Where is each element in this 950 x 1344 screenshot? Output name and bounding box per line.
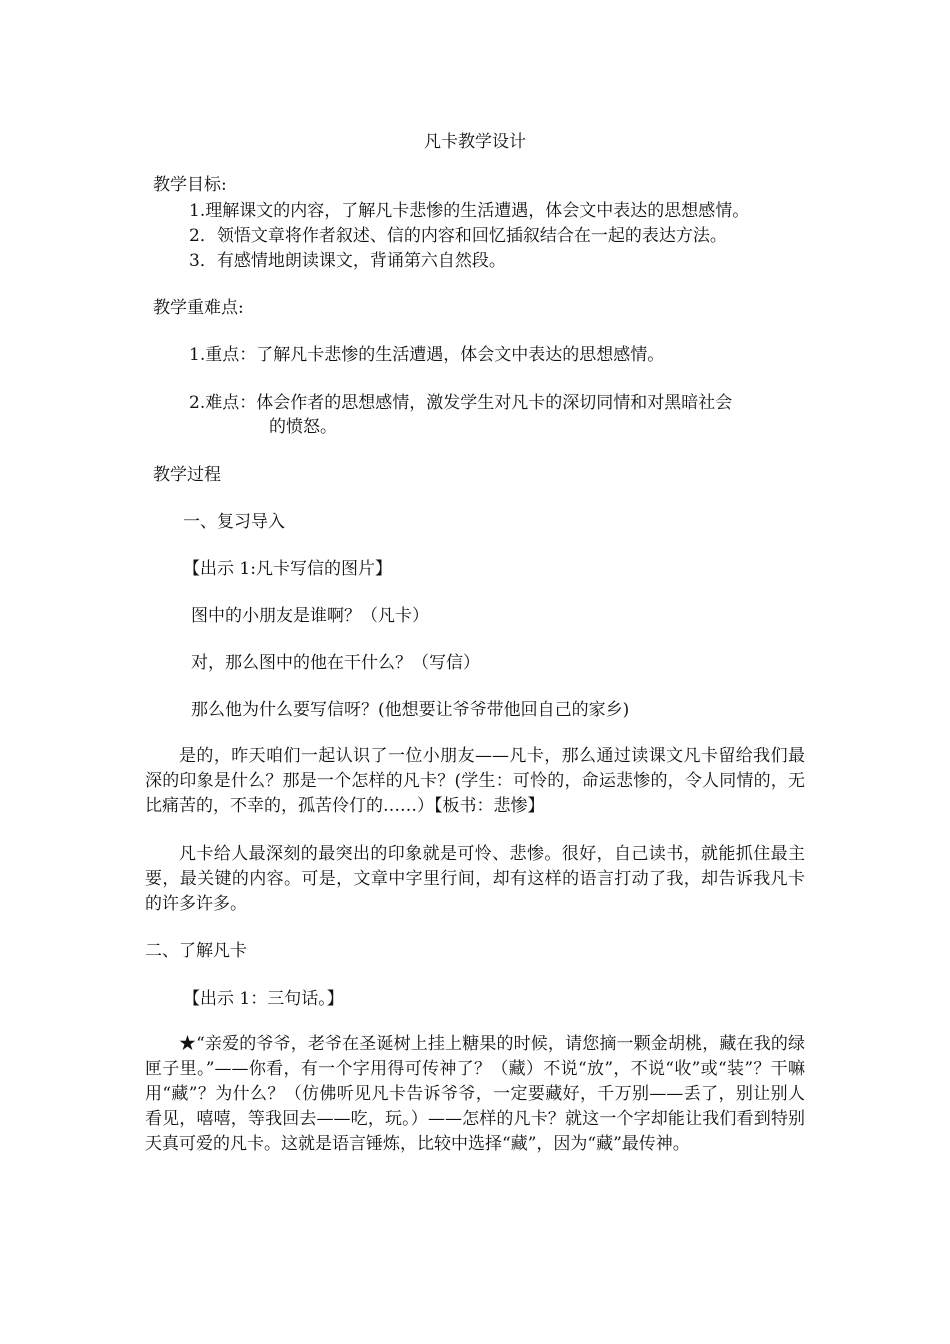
keypoint-item: 1.重点：了解凡卡悲惨的生活遭遇，体会文中表达的思想感情。	[189, 345, 665, 365]
paragraph-2: 凡卡给人最深刻的最突出的印象就是可怜、悲惨。很好，自己读书，就能抓住最主要，最关键的内容。可是，文章中字里行间，却有这样的语言打动了我，却告诉我凡卡的许多许多。	[145, 844, 805, 914]
show1-note: 【出示 1:凡卡写信的图片】	[183, 559, 392, 579]
section2-heading: 二、了解凡卡	[145, 941, 247, 961]
section1-heading: 一、复习导入	[183, 512, 285, 532]
objective-item-1: 1.理解课文的内容，了解凡卡悲惨的生活遭遇，体会文中表达的思想感情。	[189, 201, 750, 221]
difficulty-item-line1: 2.难点：体会作者的思想感情，激发学生对凡卡的深切同情和对黑暗社会	[189, 393, 733, 413]
keypoints-heading: 教学重难点:	[153, 298, 244, 318]
difficulty-item-line2: 的愤怒。	[269, 417, 337, 437]
paragraph-1: 是的，昨天咱们一起认识了一位小朋友——凡卡，那么通过读课文凡卡留给我们最深的印象是什么？那是一个怎样的凡卡？(学生：可怜的，命运悲惨的，令人同情的，无比痛苦的，不幸的，孤苦伶仃的……）【板书：悲惨】	[145, 746, 805, 816]
question-2: 对，那么图中的他在干什么？（写信）	[191, 653, 480, 673]
objective-item-3: 3．有感情地朗读课文，背诵第六自然段。	[189, 251, 506, 271]
question-3: 那么他为什么要写信呀？(他想要让爷爷带他回自己的家乡)	[191, 700, 630, 720]
document-title: 凡卡教学设计	[424, 132, 526, 152]
question-1: 图中的小朋友是谁啊？（凡卡）	[191, 606, 429, 626]
process-heading: 教学过程	[153, 465, 221, 485]
show2-note: 【出示 1：三句话。】	[183, 989, 344, 1009]
objective-item-2: 2．领悟文章将作者叙述、信的内容和回忆插叙结合在一起的表达方法。	[189, 226, 727, 246]
paragraph-3: ★“亲爱的爷爷，老爷在圣诞树上挂上糖果的时候，请您摘一颗金胡桃，藏在我的绿匣子里。”——你看，有一个字用得可传神了？（藏）不说“放”，不说“收”或“装”？干嘛用“藏”？为什么？（仿佛听见凡卡告诉爷爷，一定要藏好，千万别——丢了，别让别人看见，嘻嘻，等我回去——吃，玩。）——怎样的凡卡？就这一个字却能让我们看到特别天真可爱的凡卡。这就是语言锤炼，比较中选择“藏”，因为“藏”最传神。	[145, 1034, 805, 1154]
objectives-heading: 教学目标:	[153, 175, 227, 195]
